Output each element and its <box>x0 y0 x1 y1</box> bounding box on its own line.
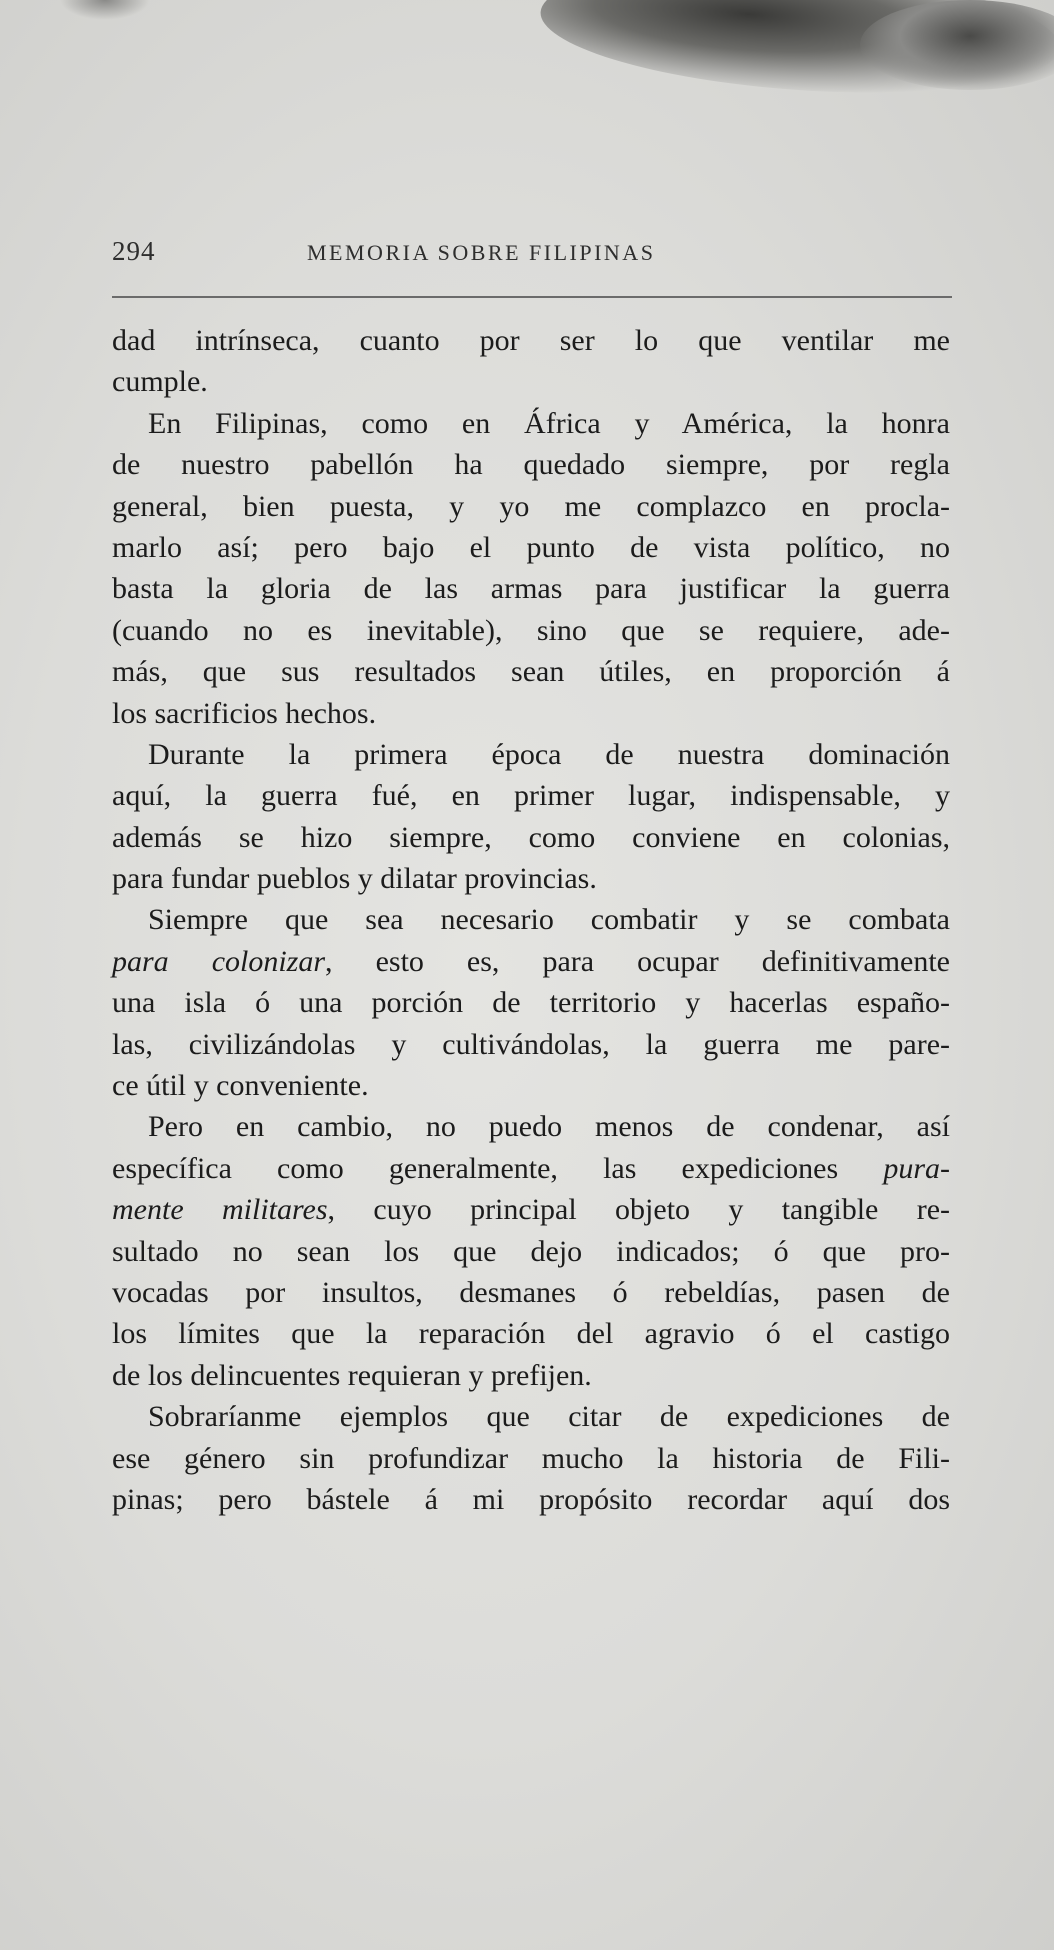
text-segment: , cuyo principal objeto y tangible re- <box>327 1193 951 1227</box>
text-segment: para fundar pueblos y dilatar provincias. <box>112 862 597 896</box>
text-line <box>112 941 950 982</box>
text-line <box>112 1024 950 1065</box>
text-segment: aquí, la guerra fué, en primer lugar, indispensable, y <box>112 779 950 813</box>
text-segment: ese género sin profundizar mucho la historia de Fili- <box>112 1441 950 1475</box>
text-line <box>112 1313 950 1354</box>
text-segment: más, que sus resultados sean útiles, en proporción á <box>112 655 950 689</box>
text-segment: los sacrificios hechos. <box>112 696 377 730</box>
text-segment: específica como generalmente, las expediciones <box>112 1151 884 1185</box>
text-segment: En Filipinas, como en África y América, la honra <box>148 406 950 440</box>
text-segment: las, civilizándolas y cultivándolas, la guerra me pare- <box>112 1027 950 1061</box>
italic-text: para colonizar <box>112 944 326 978</box>
text-segment: , esto es, para ocupar definitivamente <box>325 944 950 978</box>
text-segment: vocadas por insultos, desmanes ó rebeldías, pasen de <box>112 1275 950 1309</box>
text-line <box>112 486 950 527</box>
text-line <box>112 982 950 1023</box>
running-title: MEMORIA SOBRE FILIPINAS <box>307 240 656 265</box>
text-segment: ce útil y conveniente. <box>112 1069 369 1103</box>
text-line <box>112 1148 950 1189</box>
text-line <box>112 1272 950 1313</box>
text-line <box>112 403 950 444</box>
text-line <box>112 651 950 692</box>
text-line <box>112 1438 950 1479</box>
text-segment: Pero en cambio, no puedo menos de condenar, así <box>148 1110 950 1144</box>
text-segment: pinas; pero bástele á mi propósito recordar aquí dos <box>112 1482 950 1516</box>
text-segment: de nuestro pabellón ha quedado siempre, por regla <box>112 448 950 482</box>
text-line <box>112 1231 950 1272</box>
header-rule <box>112 296 952 298</box>
text-segment: los límites que la reparación del agravio ó el castigo <box>112 1317 950 1351</box>
text-segment: marlo así; pero bajo el punto de vista político, no <box>112 530 950 564</box>
text-line <box>112 1106 950 1147</box>
text-line <box>112 1065 950 1106</box>
text-segment: Sobraríanme ejemplos que citar de expediciones de <box>148 1400 950 1434</box>
text-line <box>112 858 950 899</box>
text-line <box>112 1355 950 1396</box>
text-segment: dad intrínseca, cuanto por ser lo que ventilar me <box>112 324 950 357</box>
text-line <box>112 775 950 816</box>
text-line <box>112 320 950 361</box>
text-line <box>112 1479 950 1520</box>
page-number: 294 <box>112 236 156 266</box>
page-stain-left <box>60 0 150 20</box>
text-segment: basta la gloria de las armas para justificar la guerra <box>112 572 950 606</box>
text-segment: (cuando no es inevitable), sino que se requiere, ade- <box>112 613 950 647</box>
text-line <box>112 1189 950 1230</box>
text-segment: cumple. <box>112 365 208 399</box>
text-line <box>112 817 950 858</box>
italic-text: mente militares <box>112 1193 328 1227</box>
text-segment: general, bien puesta, y yo me complazco en procla- <box>112 489 950 523</box>
text-line <box>112 1396 950 1437</box>
text-segment: de los delincuentes requieran y prefijen. <box>112 1358 592 1392</box>
text-segment: una isla ó una porción de territorio y hacerlas españo- <box>112 986 950 1020</box>
running-header <box>112 236 952 276</box>
text-segment: además se hizo siempre, como conviene en colonias, <box>112 820 950 854</box>
text-line <box>112 899 950 940</box>
italic-text: pura- <box>883 1151 950 1185</box>
text-line <box>112 361 950 402</box>
text-segment: sultado no sean los que dejo indicados; ó que pro- <box>112 1234 950 1268</box>
text-segment: Siempre que sea necesario combatir y se combata <box>148 903 950 937</box>
body-text <box>112 320 950 1520</box>
text-line <box>112 444 950 485</box>
text-line <box>112 693 950 734</box>
text-line <box>112 610 950 651</box>
text-line <box>112 568 950 609</box>
text-line <box>112 734 950 775</box>
text-line <box>112 527 950 568</box>
text-segment: Durante la primera época de nuestra dominación <box>148 737 950 771</box>
